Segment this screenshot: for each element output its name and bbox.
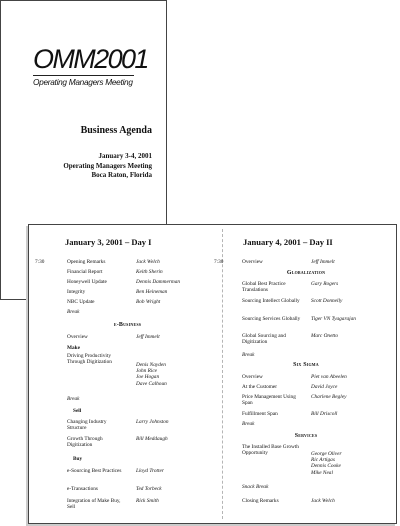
session-title: Integration of Make Buy, Sell xyxy=(67,498,121,511)
cover-location-line: Boca Raton, Florida xyxy=(91,171,152,179)
cover-title: Business Agenda xyxy=(80,125,152,136)
session-title: Overview xyxy=(67,334,88,340)
fold-line xyxy=(222,229,223,519)
session-title: Financial Report xyxy=(67,269,103,275)
break-label: Break xyxy=(67,309,80,315)
presenter-list: George Oliver Ric Artigas Dennis Cooke Mike Neal xyxy=(311,451,342,476)
session-title: Price Management Using Span xyxy=(242,394,296,407)
agenda-sheet xyxy=(28,224,397,524)
session-title: Sourcing Services Globally xyxy=(242,316,301,322)
presenter: Marc Onetto xyxy=(311,333,339,339)
presenter: Bob Wright xyxy=(136,299,161,305)
session-title: Changing Industry Structure xyxy=(67,419,107,432)
subsection-make: Make xyxy=(67,345,80,351)
presenter: Charlene Begley xyxy=(311,394,347,400)
cover-date-line: January 3-4, 2001 xyxy=(98,152,152,160)
section-heading-globalization: Globalization xyxy=(286,270,326,276)
session-title: Fulfillment Span xyxy=(242,411,278,417)
presenter: Bill Driscoll xyxy=(311,411,338,417)
presenter: Piet van Abeelen xyxy=(311,374,347,380)
presenter: Rick Smith xyxy=(136,498,159,504)
presenter: Ted Torbeck xyxy=(136,486,162,492)
day1-start-time: 7:30 xyxy=(35,259,45,265)
presenter: Jack Welch xyxy=(311,498,335,504)
session-title: Sourcing Intellect Globally xyxy=(242,298,300,304)
day2-start-time: 7:30 xyxy=(214,259,224,265)
session-title: Global Best Practice Translations xyxy=(242,281,286,294)
session-title: Overview xyxy=(242,374,263,380)
session-title: Overview xyxy=(242,259,263,265)
section-heading-six-sigma: Six Sigma xyxy=(293,362,319,368)
session-title: Closing Remarks xyxy=(242,498,279,504)
break-label: Break xyxy=(242,421,255,427)
day2-title: January 4, 2001 – Day II xyxy=(243,237,333,247)
session-title: Global Sourcing and Digitization xyxy=(242,333,286,346)
presenter: Jack Welch xyxy=(136,259,160,265)
omm2001-logo: OMM2001 xyxy=(33,44,148,74)
session-title: Integrity xyxy=(67,289,86,295)
session-title: Honeywell Update xyxy=(67,279,107,285)
snack-break-label: Snack Break xyxy=(242,484,269,490)
session-title: NBC Update xyxy=(67,299,95,305)
subsection-sell: Sell xyxy=(73,408,82,414)
cover-date-block xyxy=(63,152,152,181)
session-title: Opening Remarks xyxy=(67,259,106,265)
section-heading-ebusiness: e-Business xyxy=(113,322,142,328)
presenter: Gary Rogers xyxy=(311,281,339,287)
logo-rule xyxy=(33,75,134,76)
presenter: Scott Donnelly xyxy=(311,298,343,304)
presenter: Jeff Immelt xyxy=(136,334,160,340)
presenter: Bill Meddaugh xyxy=(136,436,168,442)
session-title: Driving Productivity Through Digitization xyxy=(67,353,112,366)
presenter-list: Denis Nayden John Rice Joe Hogan Dave Calhoun xyxy=(136,362,167,387)
presenter: Ben Heineman xyxy=(136,289,168,295)
break-label: Break xyxy=(242,352,255,358)
day1-title: January 3, 2001 – Day I xyxy=(65,237,152,247)
session-title: Growth Through Digitization xyxy=(67,436,103,449)
presenter: Tiger VN Tyagarajan xyxy=(311,316,356,322)
presenter: Jeff Immelt xyxy=(311,259,335,265)
session-title: The Installed Base Growth Opportunity xyxy=(242,444,299,457)
session-title: e-Transactions xyxy=(67,486,98,492)
presenter: Larry Johnston xyxy=(136,419,169,425)
logo-subtitle: Operating Managers Meeting xyxy=(33,77,133,87)
presenter: Dennis Dammerman xyxy=(136,279,180,285)
subsection-buy: Buy xyxy=(73,456,83,462)
presenter: Keith Sherin xyxy=(136,269,163,275)
presenter: David Joyce xyxy=(311,384,338,390)
cover-meeting-line: Operating Managers Meeting xyxy=(63,161,152,170)
section-heading-services: Services xyxy=(294,433,318,439)
break-label: Break xyxy=(67,396,80,402)
presenter: Lloyd Trotter xyxy=(136,468,164,474)
session-title: e-Sourcing Best Practices xyxy=(67,468,122,474)
session-title: At the Customer xyxy=(242,384,278,390)
